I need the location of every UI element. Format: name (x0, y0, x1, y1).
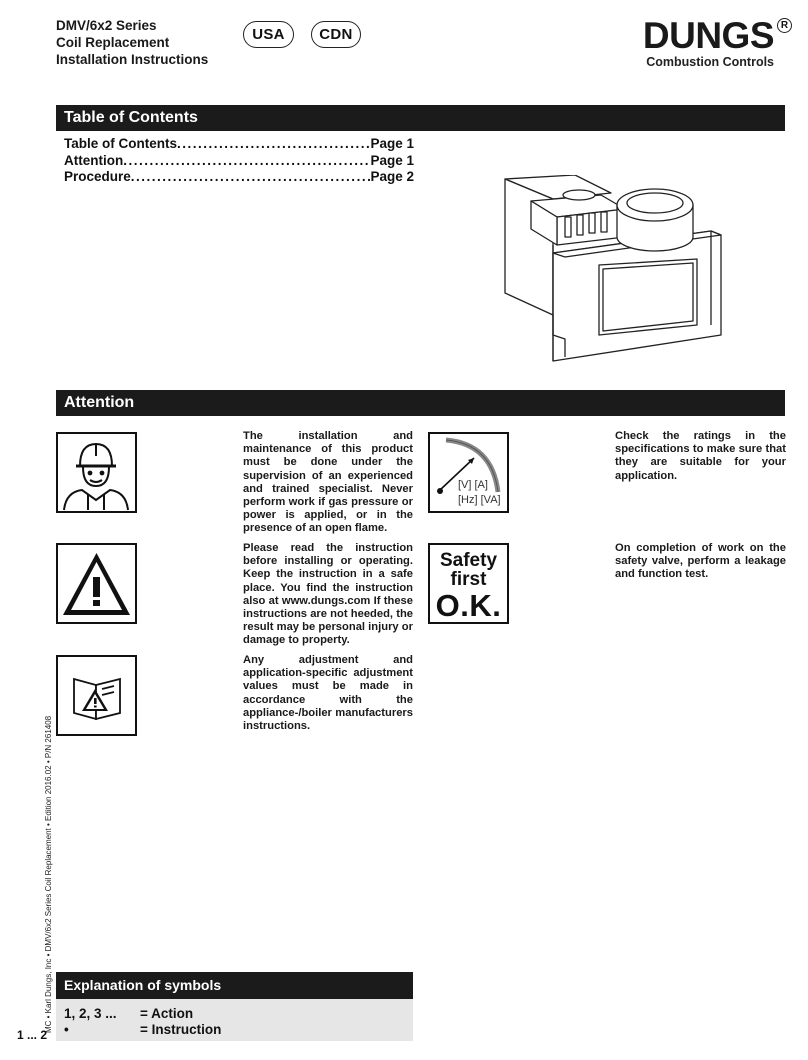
brand-logo (642, 15, 789, 69)
toc-entry-page: Page 1 (370, 152, 414, 168)
symbol-meaning: = Instruction (140, 1022, 222, 1037)
toc-entry-label: Attention (64, 152, 124, 168)
title-line-series: DMV/6x2 Series (56, 18, 157, 33)
registered-mark: R (777, 18, 792, 33)
attention-text-read-instructions: Please read the instruction before installing or operating. Keep the instruction in a safe place. You find the instruction also at www.dungs.com If these instructions are not heeded, the result may be personal injury or damage to property. (243, 542, 413, 647)
brand-subtitle: Combustion Controls (646, 55, 774, 69)
symbols-table (56, 999, 413, 1041)
toc-entry[interactable] (64, 169, 414, 186)
toc-entry-page: Page 2 (370, 169, 414, 184)
document-title (56, 17, 208, 68)
document-reference-vertical: MC • Karl Dungs, Inc • DMV/6x2 Series Coil Replacement • Edition 2016.02 • P/N 261408 (44, 715, 53, 1033)
toc-entry-label: Table of Contents (64, 136, 177, 151)
toc-entry[interactable] (64, 136, 414, 153)
attention-text-check-ratings: Check the ratings in the specifications to make sure that they are suitable for your application. (615, 430, 786, 482)
symbols-heading: Explanation of symbols (56, 972, 413, 999)
manual-icon-box (56, 655, 137, 736)
symbol-meaning: = Action (140, 1006, 194, 1021)
page-indicator: 1 ... 2 (17, 1028, 48, 1042)
safety-first-icon (428, 543, 509, 624)
attention-text-qualified-personnel: The installation and maintenance of this product must be done under the supervision of an experienced and trained specialist. Never perform work if gas pressure or power is applied, or in the presence of an open flame. (243, 430, 413, 535)
symbol-key: 1, 2, 3 ... (64, 1006, 117, 1021)
toc-entry-label: Procedure (64, 169, 131, 184)
first-label: first (450, 569, 487, 590)
cdn-badge: CDN (311, 21, 361, 48)
warning-triangle-icon (58, 545, 135, 622)
attention-heading: Attention (56, 390, 785, 416)
toc-heading: Table of Contents (56, 105, 785, 131)
warning-icon-box (56, 543, 137, 624)
worker-icon (58, 434, 135, 511)
worker-icon-box (56, 432, 137, 513)
ok-label: O.K. (435, 588, 502, 623)
meter-label-va: [V] [A] (458, 479, 488, 491)
title-line-subject: Coil Replacement (56, 35, 170, 50)
manual-warning-icon (58, 657, 135, 734)
title-line-doc-type: Installation Instructions (56, 52, 209, 67)
toc-entry[interactable] (64, 153, 414, 170)
attention-text-adjustment-values: Any adjustment and application-specific adjustment values must be made in accordance with the appliance-/boiler manufacturers instructions. (243, 654, 413, 733)
brand-name: DUNGS (642, 15, 774, 56)
usa-badge: USA (243, 21, 294, 48)
coil-product-illustration (503, 175, 735, 363)
safety-label: Safety (439, 550, 498, 571)
meter-label-hz: [Hz] [VA] (458, 494, 501, 506)
attention-text-leakage-test: On completion of work on the safety valve, perform a leakage and function test. (615, 542, 786, 581)
toc-list (64, 136, 414, 186)
meter-icon (430, 434, 507, 511)
toc-entry-page: Page 1 (370, 136, 414, 151)
symbol-key: • (64, 1022, 69, 1037)
meter-icon-box (428, 432, 509, 513)
